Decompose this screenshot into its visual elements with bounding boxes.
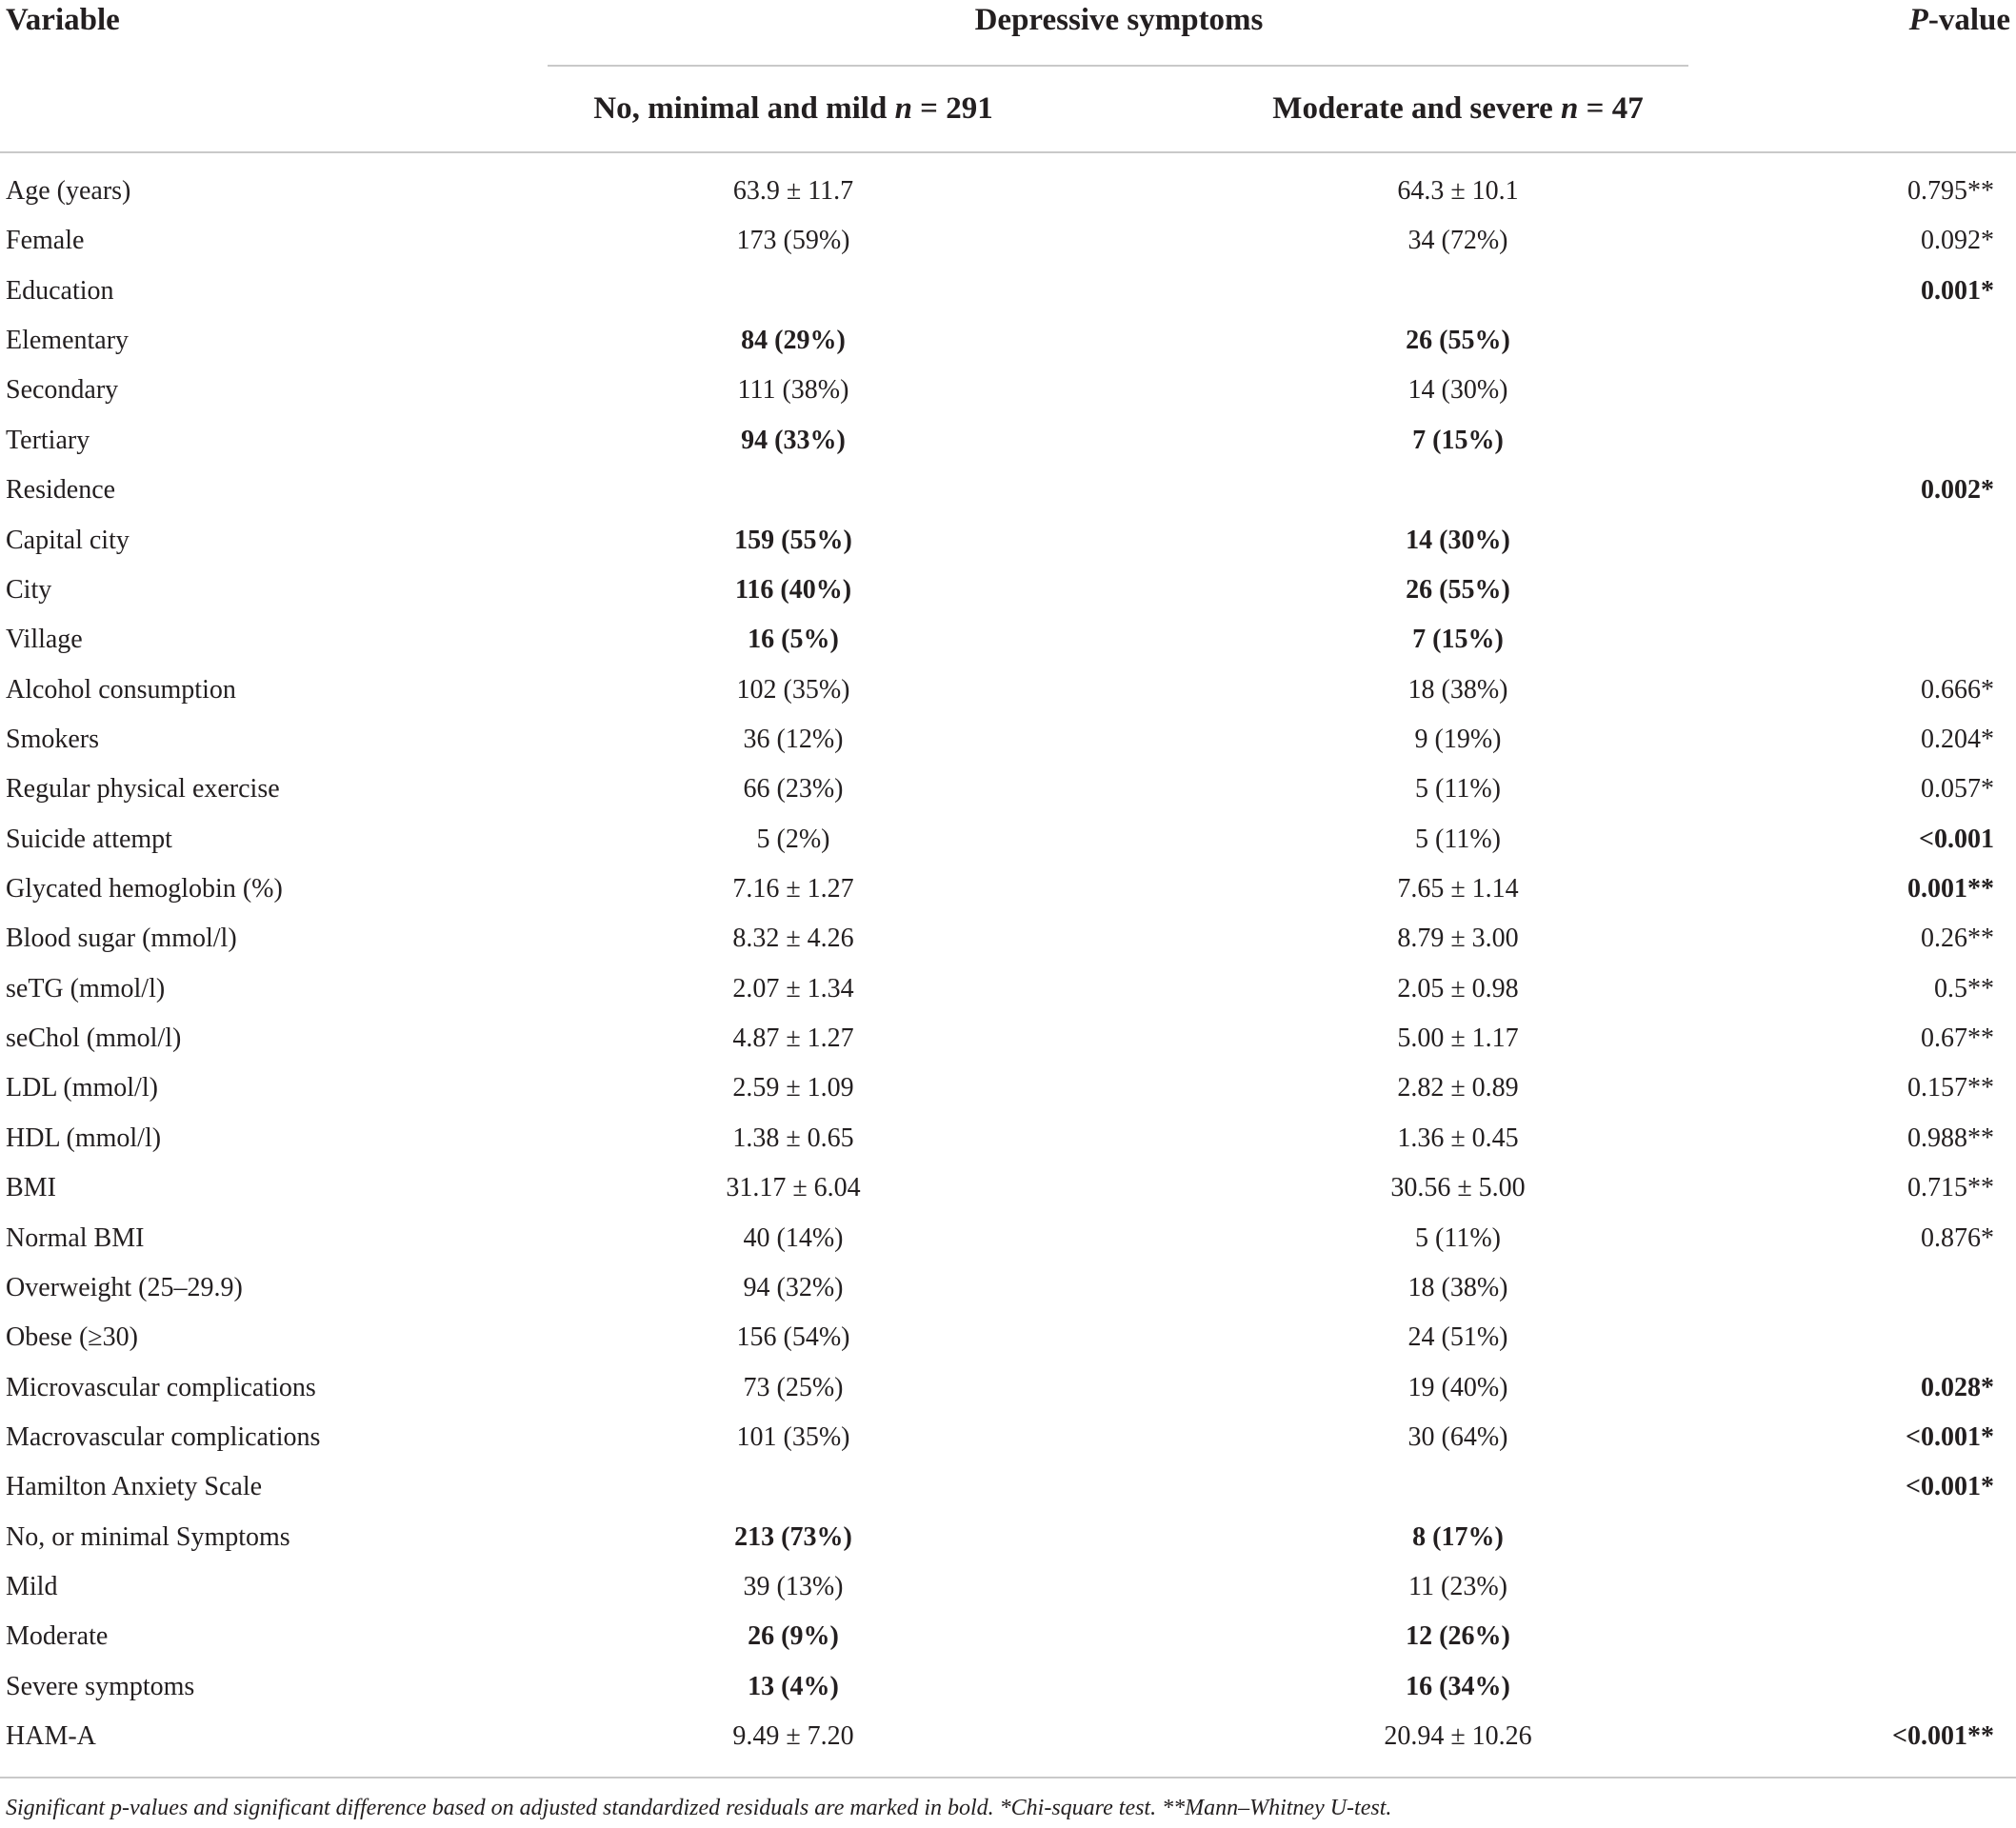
cell-variable: Moderate — [6, 1621, 109, 1652]
cell-group-a: 40 (14%) — [743, 1222, 844, 1253]
cell-group-a: 13 (4%) — [748, 1671, 839, 1701]
cell-group-a: 26 (9%) — [748, 1621, 839, 1652]
cell-group-a: 16 (5%) — [748, 625, 839, 655]
cell-variable: Normal BMI — [6, 1222, 145, 1253]
table-row — [0, 566, 2016, 615]
table-row — [0, 1313, 2016, 1362]
table-row — [0, 765, 2016, 814]
table-row — [0, 864, 2016, 914]
cell-group-a: 4.87 ± 1.27 — [732, 1023, 854, 1054]
table-row — [0, 1662, 2016, 1712]
cell-pvalue: 0.666* — [1921, 674, 1994, 705]
cell-group-a: 63.9 ± 11.7 — [732, 176, 854, 206]
table-row — [0, 316, 2016, 366]
cell-group-b: 5 (11%) — [1415, 774, 1501, 805]
cell-pvalue: 0.26** — [1921, 924, 1994, 954]
cell-variable: Hamilton Anxiety Scale — [6, 1472, 263, 1502]
header-pvalue-italic: P — [1908, 3, 1928, 37]
cell-pvalue: 0.715** — [1907, 1173, 1994, 1203]
cell-variable: No, or minimal Symptoms — [6, 1521, 290, 1552]
cell-variable: BMI — [6, 1173, 56, 1203]
table-row — [0, 1462, 2016, 1512]
cell-pvalue: 0.001* — [1921, 275, 1994, 306]
cell-group-b: 14 (30%) — [1407, 375, 1508, 406]
cell-group-b: 30 (64%) — [1407, 1421, 1508, 1452]
cell-pvalue: 0.057* — [1921, 774, 1994, 805]
cell-group-b: 30.56 ± 5.00 — [1390, 1173, 1526, 1203]
cell-variable: Mild — [6, 1572, 58, 1602]
cell-pvalue: 0.204* — [1921, 724, 1994, 754]
cell-variable: Village — [6, 625, 83, 655]
group-a-n-symbol: n — [894, 91, 912, 126]
table-row — [0, 466, 2016, 515]
cell-pvalue: 0.092* — [1921, 226, 1994, 256]
cell-group-a: 1.38 ± 0.65 — [732, 1123, 854, 1153]
table-row — [0, 216, 2016, 266]
cell-group-b: 7 (15%) — [1412, 425, 1504, 455]
cell-variable: LDL (mmol/l) — [6, 1073, 158, 1103]
cell-group-b: 64.3 ± 10.1 — [1397, 176, 1519, 206]
table-row — [0, 1014, 2016, 1063]
cell-variable: Alcohol consumption — [6, 674, 236, 705]
cell-variable: Severe symptoms — [6, 1671, 195, 1701]
table-row — [0, 267, 2016, 316]
cell-group-a: 8.32 ± 4.26 — [732, 924, 854, 954]
header-pvalue — [1909, 5, 2010, 36]
cell-pvalue: <0.001 — [1919, 824, 1994, 854]
cell-pvalue: 0.002* — [1921, 475, 1994, 506]
cell-variable: Suicide attempt — [6, 824, 172, 854]
cell-variable: HAM-A — [6, 1721, 96, 1752]
cell-group-b: 5 (11%) — [1415, 824, 1501, 854]
cell-group-a: 7.16 ± 1.27 — [732, 874, 854, 904]
cell-group-b: 5.00 ± 1.17 — [1397, 1023, 1519, 1054]
cell-variable: seTG (mmol/l) — [6, 973, 166, 1003]
cell-group-b: 20.94 ± 10.26 — [1384, 1721, 1532, 1752]
cell-pvalue: 0.67** — [1921, 1023, 1994, 1054]
cell-variable: Secondary — [6, 375, 119, 406]
table-row — [0, 167, 2016, 216]
cell-variable: Age (years) — [6, 176, 131, 206]
table-row — [0, 1513, 2016, 1562]
cell-group-a: 2.59 ± 1.09 — [732, 1073, 854, 1103]
cell-pvalue: <0.001** — [1892, 1721, 1994, 1752]
cell-group-b: 8 (17%) — [1412, 1521, 1504, 1552]
cell-group-a: 66 (23%) — [743, 774, 844, 805]
cell-variable: Capital city — [6, 525, 130, 555]
cell-variable: Regular physical exercise — [6, 774, 280, 805]
cell-group-b: 26 (55%) — [1406, 574, 1510, 605]
cell-pvalue: 0.988** — [1907, 1123, 1994, 1153]
cell-group-b: 12 (26%) — [1406, 1621, 1510, 1652]
cell-pvalue: 0.001** — [1907, 874, 1994, 904]
cell-pvalue: <0.001* — [1906, 1472, 1994, 1502]
cell-group-a: 5 (2%) — [756, 824, 830, 854]
table-row — [0, 1214, 2016, 1263]
cell-group-b: 2.82 ± 0.89 — [1397, 1073, 1519, 1103]
header-group-a — [593, 93, 992, 125]
table-row — [0, 1063, 2016, 1113]
header-pvalue-rest: -value — [1927, 3, 2010, 37]
table-row — [0, 615, 2016, 665]
header-variable: Variable — [6, 3, 120, 37]
group-a-label: No, minimal and mild — [593, 91, 888, 126]
table-row — [0, 815, 2016, 864]
table-row — [0, 1413, 2016, 1462]
table-footnote: Significant p-values and significant difference based on adjusted standardized residuals are marked in bold. *Chi-square test. **Mann–Whitney U-test. — [6, 1796, 1392, 1820]
cell-group-a: 94 (32%) — [743, 1272, 844, 1302]
cell-pvalue: 0.876* — [1921, 1222, 1994, 1253]
cell-variable: Macrovascular complications — [6, 1421, 321, 1452]
header-bottom-rule — [0, 151, 2016, 153]
cell-group-b: 34 (72%) — [1407, 226, 1508, 256]
cell-variable: HDL (mmol/l) — [6, 1123, 162, 1153]
cell-group-b: 8.79 ± 3.00 — [1397, 924, 1519, 954]
cell-variable: Overweight (25–29.9) — [6, 1272, 243, 1302]
table-row — [0, 1612, 2016, 1661]
cell-group-a: 111 (38%) — [737, 375, 849, 406]
table-row — [0, 366, 2016, 415]
cell-group-b: 19 (40%) — [1407, 1372, 1508, 1402]
cell-group-b: 24 (51%) — [1407, 1322, 1508, 1353]
cell-group-a: 156 (54%) — [736, 1322, 850, 1353]
cell-group-a: 116 (40%) — [734, 574, 852, 605]
group-b-n-value: = 47 — [1586, 91, 1644, 126]
cell-group-a: 173 (59%) — [736, 226, 850, 256]
cell-pvalue: 0.5** — [1934, 973, 1994, 1003]
cell-group-a: 84 (29%) — [741, 326, 846, 356]
cell-group-a: 31.17 ± 6.04 — [726, 1173, 861, 1203]
table-body — [0, 167, 2016, 1762]
cell-pvalue: 0.028* — [1921, 1372, 1994, 1402]
cell-group-b: 5 (11%) — [1415, 1222, 1501, 1253]
cell-variable: Smokers — [6, 724, 99, 754]
table-row — [0, 1114, 2016, 1163]
cell-variable: Glycated hemoglobin (%) — [6, 874, 283, 904]
group-b-label: Moderate and severe — [1272, 91, 1553, 126]
cell-variable: Tertiary — [6, 425, 90, 455]
group-a-n-value: = 291 — [920, 91, 993, 126]
cell-group-b: 7.65 ± 1.14 — [1397, 874, 1519, 904]
cell-pvalue: 0.157** — [1907, 1073, 1994, 1103]
cell-group-a: 9.49 ± 7.20 — [732, 1721, 854, 1752]
cell-group-a: 102 (35%) — [736, 674, 850, 705]
cell-group-a: 39 (13%) — [743, 1572, 844, 1602]
cell-group-a: 213 (73%) — [734, 1521, 852, 1552]
cell-group-b: 18 (38%) — [1407, 1272, 1508, 1302]
header-group-rule — [548, 65, 1688, 67]
table-bottom-rule — [0, 1777, 2016, 1778]
cell-variable: seChol (mmol/l) — [6, 1023, 182, 1054]
cell-group-b: 7 (15%) — [1412, 625, 1504, 655]
cell-variable: Female — [6, 226, 85, 256]
cell-group-b: 1.36 ± 0.45 — [1397, 1123, 1519, 1153]
table-row — [0, 914, 2016, 964]
cell-group-b: 14 (30%) — [1406, 525, 1510, 555]
table-row — [0, 1263, 2016, 1313]
cell-group-a: 94 (33%) — [741, 425, 846, 455]
cell-variable: Elementary — [6, 326, 130, 356]
cell-group-b: 11 (23%) — [1408, 1572, 1507, 1602]
header-depressive-symptoms: Depressive symptoms — [974, 3, 1264, 37]
header-group-b — [1272, 93, 1643, 125]
table-row — [0, 416, 2016, 466]
cell-pvalue: 0.795** — [1907, 176, 1994, 206]
table-row — [0, 1163, 2016, 1213]
cell-variable: Obese (≥30) — [6, 1322, 138, 1353]
cell-group-b: 18 (38%) — [1407, 674, 1508, 705]
group-b-n-symbol: n — [1561, 91, 1579, 126]
table-row — [0, 1712, 2016, 1761]
table-row — [0, 715, 2016, 765]
table-row — [0, 516, 2016, 566]
cell-group-a: 2.07 ± 1.34 — [732, 973, 854, 1003]
cell-group-a: 101 (35%) — [736, 1421, 850, 1452]
table-row — [0, 666, 2016, 715]
table-row — [0, 964, 2016, 1014]
cell-group-b: 9 (19%) — [1414, 724, 1502, 754]
cell-variable: Residence — [6, 475, 116, 506]
cell-group-b: 2.05 ± 0.98 — [1397, 973, 1519, 1003]
cell-group-b: 16 (34%) — [1406, 1671, 1510, 1701]
table-row — [0, 1562, 2016, 1612]
table-row — [0, 1363, 2016, 1413]
cell-group-a: 36 (12%) — [743, 724, 844, 754]
cell-pvalue: <0.001* — [1906, 1421, 1994, 1452]
cell-variable: City — [6, 574, 52, 605]
cell-group-a: 159 (55%) — [734, 525, 852, 555]
cell-variable: Blood sugar (mmol/l) — [6, 924, 237, 954]
cell-group-b: 26 (55%) — [1406, 326, 1510, 356]
cell-group-a: 73 (25%) — [743, 1372, 844, 1402]
cell-variable: Education — [6, 275, 114, 306]
cell-variable: Microvascular complications — [6, 1372, 316, 1402]
